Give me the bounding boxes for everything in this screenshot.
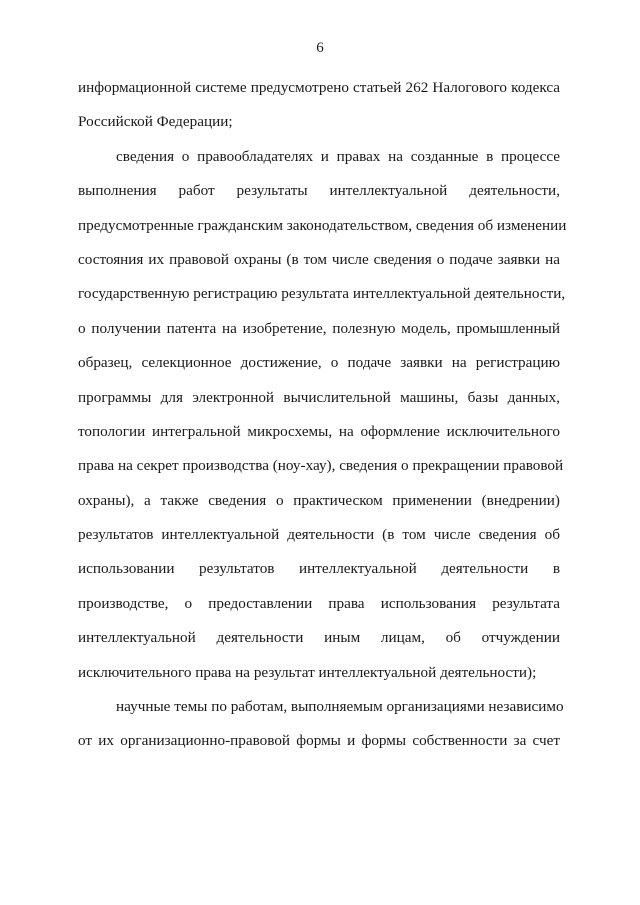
text-line: интеллектуальной деятельности иным лицам, об отчуждении	[78, 629, 560, 647]
text-line: сведения о правообладателях и правах на созданные в процессе	[116, 147, 560, 165]
text-line: охраны), а также сведения о практическом применении (внедрении)	[78, 491, 560, 509]
paragraph	[78, 78, 560, 147]
page-number: 6	[316, 40, 324, 56]
text-line: состояния их правовой охраны (в том числе сведения о подаче заявки на	[78, 250, 560, 268]
text-line: исключительного права на результат интеллектуальной деятельности);	[78, 663, 537, 681]
text-line: предусмотренные гражданским законодательством, сведения об изменении	[78, 216, 567, 234]
text-line: от их организационно-правовой формы и формы собственности за счет	[78, 732, 560, 750]
document-body	[78, 78, 567, 766]
text-line: о получении патента на изобретение, полезную модель, промышленный	[78, 319, 560, 337]
text-line: научные темы по работам, выполняемым организациями независимо	[116, 698, 564, 716]
paragraph	[78, 147, 567, 697]
text-line: государственную регистрацию результата интеллектуальной деятельности,	[78, 285, 566, 303]
text-line: топологии интегральной микросхемы, на оформление исключительного	[78, 422, 560, 440]
text-line: результатов интеллектуальной деятельности (в том числе сведения об	[78, 526, 560, 544]
text-line: Российской Федерации;	[78, 113, 233, 131]
text-line: информационной системе предусмотрено статьей 262 Налогового кодекса	[78, 79, 560, 96]
paragraph	[78, 697, 564, 766]
text-line: производстве, о предоставлении права использования результата	[78, 594, 560, 612]
text-line: права на секрет производства (ноу-хау), сведения о прекращении правовой	[78, 457, 564, 475]
text-line: выполнения работ результаты интеллектуальной деятельности,	[78, 182, 560, 200]
text-line: программы для электронной вычислительной машины, базы данных,	[78, 388, 560, 406]
text-line: использовании результатов интеллектуальной деятельности в	[78, 560, 560, 578]
text-line: образец, селекционное достижение, о подаче заявки на регистрацию	[78, 354, 560, 372]
